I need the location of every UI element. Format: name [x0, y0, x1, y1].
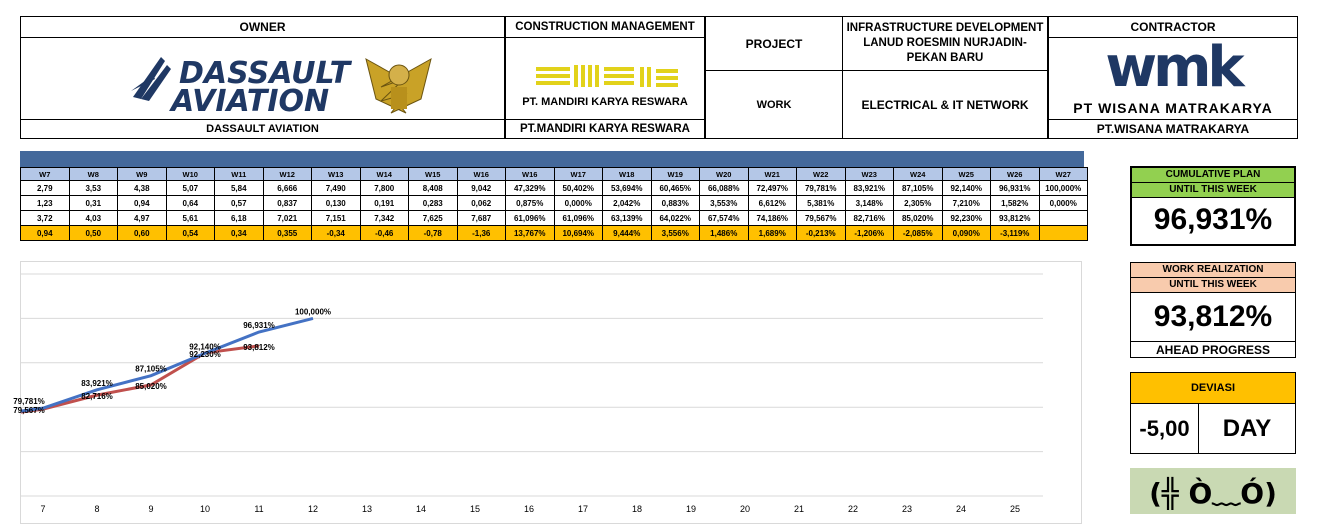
- table-cell: 6,666: [263, 181, 312, 196]
- table-cell: -0,213%: [797, 226, 846, 241]
- x-tick-label: 11: [254, 504, 264, 514]
- table-cell: 0,57: [215, 196, 264, 211]
- table-cell: 1,582%: [991, 196, 1040, 211]
- mkr-logo-icon: [506, 61, 704, 121]
- table-cell: 0,875%: [506, 196, 555, 211]
- x-tick-label: 15: [469, 504, 481, 514]
- week-header: W20: [700, 168, 749, 181]
- table-cell: 5,07: [166, 181, 215, 196]
- table-cell: 3,553%: [700, 196, 749, 211]
- table-cell: 7,151: [312, 211, 361, 226]
- week-header: W12: [263, 168, 312, 181]
- table-row: [21, 211, 1088, 226]
- x-tick-label: 7: [40, 504, 46, 514]
- data-label: 100,000%: [294, 307, 332, 317]
- table-cell: -0,34: [312, 226, 361, 241]
- table-cell: -0,46: [360, 226, 409, 241]
- data-label: 83,921%: [81, 378, 113, 388]
- table-cell: 0,94: [118, 196, 167, 211]
- table-cell: 8,408: [409, 181, 458, 196]
- table-cell: 0,191: [360, 196, 409, 211]
- table-cell: -1,206%: [845, 226, 894, 241]
- contractor-logo-text: PT WISANA MATRAKARYA: [1073, 100, 1273, 116]
- x-tick-label: 8: [94, 504, 100, 514]
- owner-logo-line1: DASSAULT: [179, 56, 351, 91]
- table-cell: 2,79: [21, 181, 70, 196]
- week-header: W23: [845, 168, 894, 181]
- table-cell: 79,567%: [797, 211, 846, 226]
- table-cell: 7,490: [312, 181, 361, 196]
- work-realization-title: WORK REALIZATION: [1131, 263, 1295, 278]
- table-cell: -1,36: [457, 226, 506, 241]
- week-header: W15: [409, 168, 458, 181]
- table-cell: 0,64: [166, 196, 215, 211]
- table-cell: 0,883%: [651, 196, 700, 211]
- x-tick-label: 12: [307, 504, 319, 514]
- week-header: W9: [118, 168, 167, 181]
- table-cell: 7,342: [360, 211, 409, 226]
- cumulative-plan-value: 96,931%: [1153, 203, 1273, 236]
- work-realization-sub: UNTIL THIS WEEK: [1131, 278, 1295, 293]
- week-header: W11: [215, 168, 264, 181]
- data-label: 82,716%: [81, 392, 113, 402]
- owner-label: OWNER: [21, 17, 504, 38]
- table-header-band: [20, 151, 1084, 167]
- table-cell: 83,921%: [845, 181, 894, 196]
- cumulative-plan-title: CUMULATIVE PLAN: [1132, 168, 1294, 183]
- deviasi-title: DEVIASI: [1131, 373, 1295, 404]
- week-header: W16: [457, 168, 506, 181]
- x-tick-label: 17: [577, 504, 589, 514]
- x-tick-label: 20: [739, 504, 751, 514]
- week-header: W13: [312, 168, 361, 181]
- table-row: [21, 226, 1088, 241]
- table-cell: 0,31: [69, 196, 118, 211]
- deviasi-box: [1130, 372, 1296, 454]
- table-cell: 0,54: [166, 226, 215, 241]
- work-realization-box: [1130, 262, 1296, 358]
- table-cell: 3,148%: [845, 196, 894, 211]
- table-cell: 82,716%: [845, 211, 894, 226]
- table-cell: 7,687: [457, 211, 506, 226]
- table-cell: 0,94: [21, 226, 70, 241]
- table-cell: 5,84: [215, 181, 264, 196]
- s-curve-chart: [13, 261, 1082, 524]
- project-label: PROJECT: [706, 17, 843, 71]
- table-cell: 60,465%: [651, 181, 700, 196]
- header-project: [705, 16, 1048, 139]
- header-owner: [20, 16, 505, 139]
- header-contractor: [1048, 16, 1298, 139]
- work-label: WORK: [706, 71, 843, 138]
- table-cell: 4,38: [118, 181, 167, 196]
- deviasi-unit: DAY: [1222, 415, 1272, 442]
- week-header: W14: [360, 168, 409, 181]
- week-header: W24: [894, 168, 943, 181]
- table-cell: 50,402%: [554, 181, 603, 196]
- week-header: W19: [651, 168, 700, 181]
- table-cell: 0,60: [118, 226, 167, 241]
- x-tick-label: 18: [631, 504, 643, 514]
- data-label: 85,020%: [135, 381, 167, 391]
- status-face-box: [1130, 468, 1296, 514]
- week-header: W25: [942, 168, 991, 181]
- owner-logo-line2: AVIATION: [171, 84, 330, 119]
- week-header: W10: [166, 168, 215, 181]
- table-cell: -3,119%: [991, 226, 1040, 241]
- contractor-name: PT.WISANA MATRAKARYA: [1049, 119, 1297, 138]
- series-line-0: [21, 318, 313, 411]
- table-cell: 7,800: [360, 181, 409, 196]
- owner-logo: [21, 39, 504, 119]
- data-label: 92,140%: [189, 342, 221, 352]
- contractor-label: CONTRACTOR: [1049, 17, 1297, 38]
- table-cell: 85,020%: [894, 211, 943, 226]
- cm-name: PT.MANDIRI KARYA RESWARA: [506, 119, 704, 138]
- table-cell: 4,03: [69, 211, 118, 226]
- table-cell: 0,283: [409, 196, 458, 211]
- table-cell: 96,931%: [991, 181, 1040, 196]
- table-cell: 64,022%: [651, 211, 700, 226]
- table-row: [21, 181, 1088, 196]
- table-cell: 74,186%: [748, 211, 797, 226]
- table-cell: 0,50: [69, 226, 118, 241]
- eagle-emblem-icon: [366, 59, 431, 113]
- owner-name: DASSAULT AVIATION: [21, 119, 504, 138]
- work-realization-value: 93,812%: [1153, 300, 1273, 333]
- table-cell: 3,53: [69, 181, 118, 196]
- dassault-logo-icon: [21, 39, 504, 119]
- table-cell: 72,497%: [748, 181, 797, 196]
- data-label: 79,781%: [13, 397, 45, 407]
- work-value: ELECTRICAL & IT NETWORK: [861, 97, 1029, 112]
- table-cell: 61,096%: [506, 211, 555, 226]
- x-tick-label: 21: [793, 504, 805, 514]
- x-tick-label: 16: [523, 504, 535, 514]
- week-header: W27: [1039, 168, 1088, 181]
- x-tick-label: 23: [901, 504, 913, 514]
- table-cell: 0,090%: [942, 226, 991, 241]
- week-header: W21: [748, 168, 797, 181]
- table-cell: 47,329%: [506, 181, 555, 196]
- table-cell: 92,140%: [942, 181, 991, 196]
- table-cell: 67,574%: [700, 211, 749, 226]
- cm-logo-text: PT. MANDIRI KARYA RESWARA: [522, 96, 688, 108]
- table-cell: 6,18: [215, 211, 264, 226]
- table-cell: [1039, 211, 1088, 226]
- table-cell: 79,781%: [797, 181, 846, 196]
- x-tick-label: 13: [361, 504, 373, 514]
- table-cell: 7,625: [409, 211, 458, 226]
- table-cell: 66,088%: [700, 181, 749, 196]
- angry-face-icon: (╬ Ò﹏Ó): [1149, 477, 1277, 510]
- table-cell: 4,97: [118, 211, 167, 226]
- x-tick-label: 19: [685, 504, 697, 514]
- x-tick-label: 22: [847, 504, 859, 514]
- week-header: W26: [991, 168, 1040, 181]
- table-cell: 0,130: [312, 196, 361, 211]
- x-tick-label: 10: [199, 504, 211, 514]
- data-label: 79,567%: [13, 406, 45, 416]
- table-cell: 1,486%: [700, 226, 749, 241]
- week-header: W16: [506, 168, 555, 181]
- table-cell: 0,000%: [1039, 196, 1088, 211]
- table-cell: 3,72: [21, 211, 70, 226]
- table-cell: 100,000%: [1039, 181, 1088, 196]
- table-cell: 9,042: [457, 181, 506, 196]
- table-cell: 13,767%: [506, 226, 555, 241]
- cm-label: CONSTRUCTION MANAGEMENT: [506, 17, 704, 38]
- header-cm: [505, 16, 705, 139]
- data-label: 93,812%: [243, 342, 275, 352]
- table-cell: 0,355: [263, 226, 312, 241]
- data-label: 92,230%: [189, 349, 221, 359]
- week-header: W18: [603, 168, 652, 181]
- data-label: 87,105%: [135, 364, 167, 374]
- week-header: W7: [21, 168, 70, 181]
- deviasi-value: -5,00: [1131, 404, 1199, 453]
- table-cell: 53,694%: [603, 181, 652, 196]
- table-row: [21, 196, 1088, 211]
- table-cell: -2,085%: [894, 226, 943, 241]
- table-cell: 0,062: [457, 196, 506, 211]
- project-value: INFRASTRUCTURE DEVELOPMENT LANUD ROESMIN NURJADIN-PEKAN BARU: [843, 17, 1047, 71]
- table-cell: 1,689%: [748, 226, 797, 241]
- table-cell: 7,021: [263, 211, 312, 226]
- week-header: W22: [797, 168, 846, 181]
- table-cell: 9,444%: [603, 226, 652, 241]
- table-cell: 93,812%: [991, 211, 1040, 226]
- ahead-progress-label: AHEAD PROGRESS: [1131, 341, 1295, 358]
- x-tick-label: 14: [415, 504, 427, 514]
- table-cell: 5,381%: [797, 196, 846, 211]
- table-cell: 10,694%: [554, 226, 603, 241]
- table-cell: 6,612%: [748, 196, 797, 211]
- table-cell: 61,096%: [554, 211, 603, 226]
- week-header: W17: [554, 168, 603, 181]
- table-cell: 1,23: [21, 196, 70, 211]
- x-tick-label: 9: [148, 504, 154, 514]
- contractor-logo: wmk: [1105, 35, 1241, 100]
- table-cell: [1039, 226, 1088, 241]
- cumulative-plan-box: [1130, 166, 1296, 246]
- table-cell: 7,210%: [942, 196, 991, 211]
- week-header: W8: [69, 168, 118, 181]
- progress-table: [20, 167, 1088, 241]
- x-tick-label: 25: [1009, 504, 1021, 514]
- table-cell: 3,556%: [651, 226, 700, 241]
- table-cell: 2,305%: [894, 196, 943, 211]
- table-cell: 87,105%: [894, 181, 943, 196]
- x-tick-label: 24: [955, 504, 967, 514]
- table-cell: 5,61: [166, 211, 215, 226]
- table-cell: 0,000%: [554, 196, 603, 211]
- table-cell: 0,837: [263, 196, 312, 211]
- cumulative-plan-sub: UNTIL THIS WEEK: [1132, 183, 1294, 198]
- table-cell: -0,78: [409, 226, 458, 241]
- table-cell: 63,139%: [603, 211, 652, 226]
- data-label: 96,931%: [243, 321, 275, 331]
- chart-svg: [13, 262, 1083, 525]
- table-cell: 2,042%: [603, 196, 652, 211]
- table-cell: 92,230%: [942, 211, 991, 226]
- table-cell: 0,34: [215, 226, 264, 241]
